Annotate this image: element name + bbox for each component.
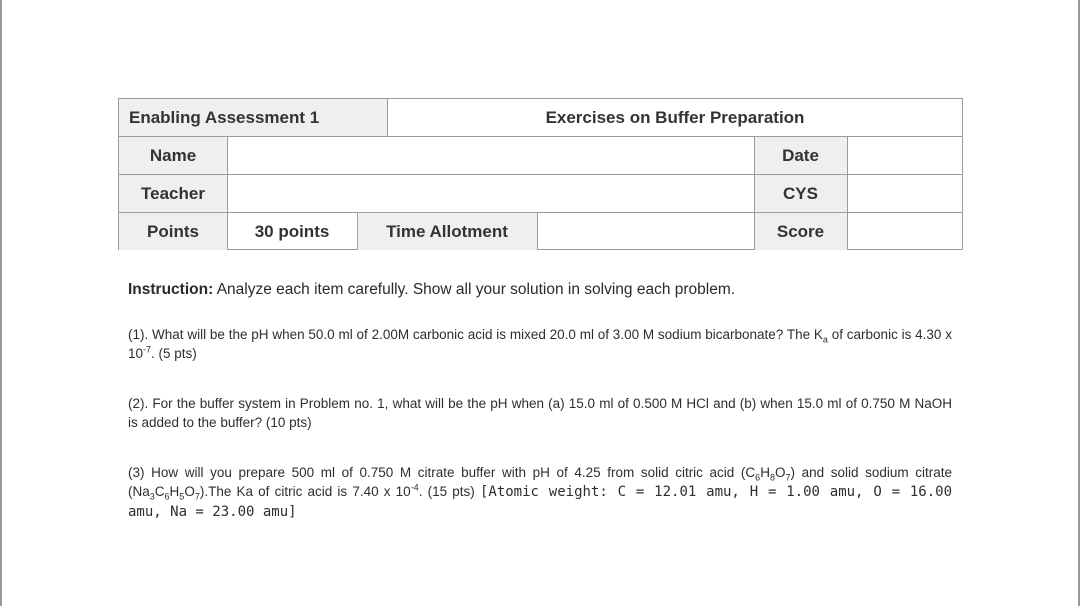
row-divider <box>119 136 962 137</box>
col-divider <box>754 136 755 250</box>
date-field <box>847 137 963 174</box>
subscript: 5 <box>179 491 185 502</box>
score-label: Score <box>754 213 847 250</box>
problem-1-text: (1). What will be the pH when 50.0 ml of 2.00M carbonic acid is mixed 20.0 ml of 3.00 M sodium bicarbonate? The K <box>128 327 823 342</box>
subscript: 8 <box>769 472 775 483</box>
exponent: -7 <box>143 344 152 355</box>
problem-2: (2). For the buffer system in Problem no. 1, what will be the pH when (a) 15.0 ml of 0.500 M HCl and (b) when 15.0 ml of 0.750 M NaOH is added to the buffer? (10 pts) <box>128 396 952 430</box>
teacher-field <box>227 175 754 212</box>
instruction-label: Instruction: <box>128 281 214 298</box>
row-divider <box>119 174 962 175</box>
col-divider <box>847 136 848 250</box>
problem-3-text: (3) How will you prepare 500 ml of 0.750 M citrate buffer with pH of 4.25 from solid citric acid (C <box>128 465 756 480</box>
page-edge-left <box>0 0 2 606</box>
problem-1-text-cont: of carbonic is 4.30 x 10 <box>128 327 952 361</box>
formula-part: O <box>774 465 786 480</box>
formula-part: H <box>169 484 180 499</box>
problem-3 <box>128 463 952 522</box>
instruction-text: Analyze each item carefully. Show all your solution in solving each problem. <box>213 281 736 298</box>
formula-part: C <box>154 484 165 499</box>
points-value: 30 points <box>254 221 330 241</box>
date-label: Date <box>754 137 847 174</box>
problem-1 <box>128 325 952 363</box>
exercise-title: Exercises on Buffer Preparation <box>545 107 805 127</box>
name-field <box>227 137 754 174</box>
col-divider <box>537 212 538 250</box>
score-field <box>847 213 963 250</box>
row-divider <box>119 212 962 213</box>
time-allotment-label: Time Allotment <box>357 213 537 250</box>
subscript: 7 <box>194 491 200 502</box>
cys-label: CYS <box>754 175 847 212</box>
name-label: Name <box>119 137 227 174</box>
instruction <box>128 281 958 299</box>
col-divider <box>357 212 358 250</box>
problem-3-text-cont: ) and solid sodium citrate (Na <box>128 465 952 499</box>
col-divider <box>227 136 228 250</box>
problem-3-points: . (15 pts) <box>418 484 475 499</box>
subscript: 6 <box>164 491 170 502</box>
assessment-title: Enabling Assessment 1 <box>119 99 387 136</box>
assessment-header-table <box>118 98 963 250</box>
problem-1-points: . (5 pts) <box>151 346 197 361</box>
cys-field <box>847 175 963 212</box>
subscript: 6 <box>755 472 761 483</box>
subscript: 7 <box>785 472 791 483</box>
formula-part: O <box>184 484 195 499</box>
atomic-weights: [Atomic weight: C = 12.01 amu, H = 1.00 amu, O = 16.00 amu, Na = 23.00 amu] <box>128 484 952 520</box>
time-allotment-field <box>537 213 754 250</box>
ka-subscript: a <box>822 334 828 345</box>
col-divider <box>387 99 388 136</box>
teacher-label: Teacher <box>119 175 227 212</box>
formula-part: H <box>760 465 770 480</box>
subscript: 3 <box>149 491 155 502</box>
points-label: Points <box>119 213 227 250</box>
problem-3-text-cont: ).The Ka of citric acid is 7.40 x 10 <box>199 484 411 499</box>
exponent: -4 <box>410 482 419 493</box>
